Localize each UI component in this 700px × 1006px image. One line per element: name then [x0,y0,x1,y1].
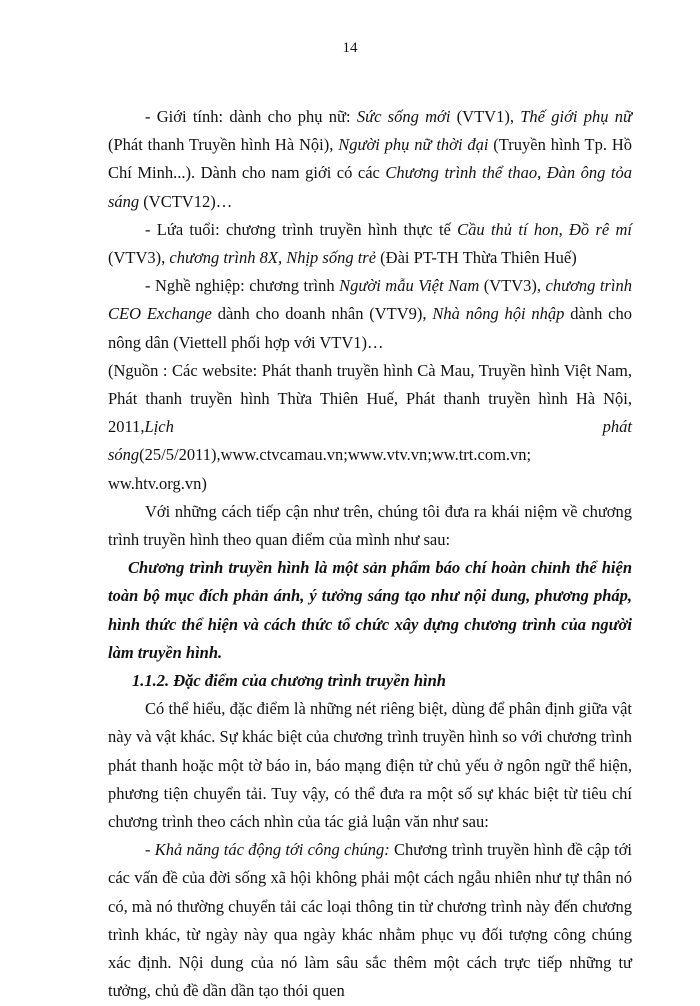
program-title: Chương trình thể thao [385,163,538,183]
program-title: Sức sống mới [356,107,451,126]
paragraph-source: (Nguồn : Các website: Phát thanh truyền hình Cà Mau, Truyền hình Việt Nam, Phát thanh truyền hình Thừa Thiên Huế, Phát thanh truyền hình Hà Nội, 2011,Lịch phát sóng(25/5/2011),www.ctvcamau.vn;www.vtv.vn;ww.trt.com.vn; ww.htv.org.vn) [108,360,632,493]
paragraph-impact: - Khả năng tác động tới công chúng: Chương trình truyền hình đề cập tới các vấn đề của đời sống xã hội không phải một cách ngẫu nhiên như tự thân nó có, mà nó thường chuyển tải các loại thông tin từ chương trình này đến chương trình khác, từ ngày này qua ngày khác nhằm phục vụ đối tượng công chúng xác định. Nội dung của nó làm sâu sắc thêm một cách trực tiếp những tư tưởng, chủ đề dần dần tạo thói quen [108,840,633,1001]
program-title: chương trình 8X, Nhịp sống trẻ [169,248,377,268]
body-text [108,103,632,1006]
paragraph-gender: - Giới tính: dành cho phụ nữ: Sức sống mới (VTV1), Thế giới phụ nữ (Phát thanh Truyền hình Hà Nội), Người phụ nữ thời đại (Truyền hình Tp. Hồ Chí Minh...). Dành cho nam giới có các Chương trình thể thao, Đàn ông tỏa sáng (VCTV12)… [108,107,633,211]
paragraph-career: - Nghề nghiệp: chương trình Người mẫu Việt Nam (VTV3), chương trình CEO Exchange dành cho doanh nhân (VTV9), Nhà nông hội nhập dành cho nông dân (Viettell phối hợp với VTV1)… [108,276,633,352]
program-title: Thế giới phụ nữ [520,107,632,126]
program-title: chương trình CEO Exchange [108,276,633,324]
program-title: Cầu thủ tí hon, Đồ rê mí [457,219,632,239]
schedule-title: Lịch phát sóng [108,417,632,465]
program-title: Người phụ nữ thời đại [338,135,489,155]
paragraph-characteristics: Có thể hiểu, đặc điểm là những nét riêng biệt, dùng để phân định giữa vật này và vật khác. Sự khác biệt của chương trình truyền hình so với chương trình phát thanh hoặc một tờ báo in, báo mạng điện tử chủ yếu ở ngôn ngữ thể hiện, phương tiện chuyển tải. Tuy vậy, có thể đưa ra một số sự khác biệt từ tiêu chí chương trình theo cách nhìn của tác giả luận văn như sau: [108,699,632,832]
definition-paragraph: Chương trình truyền hình là một sản phẩm báo chí hoàn chỉnh thể hiện toàn bộ mục đích phản ánh, ý tưởng sáng tạo như nội dung, phương pháp, hình thức thể hiện và cách thức tổ chức xây dựng chương trình của người làm truyền hình. [108,558,632,662]
program-title: Đàn ông tỏa sáng [108,163,632,211]
program-title: Nhà nông hội nhập [432,304,565,324]
section-heading: 1.1.2. Đặc điểm của chương trình truyền hình [132,671,446,691]
paragraph-approach: Với những cách tiếp cận như trên, chúng tôi đưa ra khái niệm về chương trình truyền hình theo quan điểm của mình như sau: [108,501,632,550]
paragraph-age: - Lứa tuổi: chương trình truyền hình thực tế Cầu thủ tí hon, Đồ rê mí (VTV3), chương trình 8X, Nhịp sống trẻ (Đài PT-TH Thừa Thiên Huế) [108,219,632,268]
program-title: Người mẫu Việt Nam [339,276,480,296]
impact-label: - Khả năng tác động tới công chúng: [145,840,390,860]
page-number: 14 [342,40,358,56]
